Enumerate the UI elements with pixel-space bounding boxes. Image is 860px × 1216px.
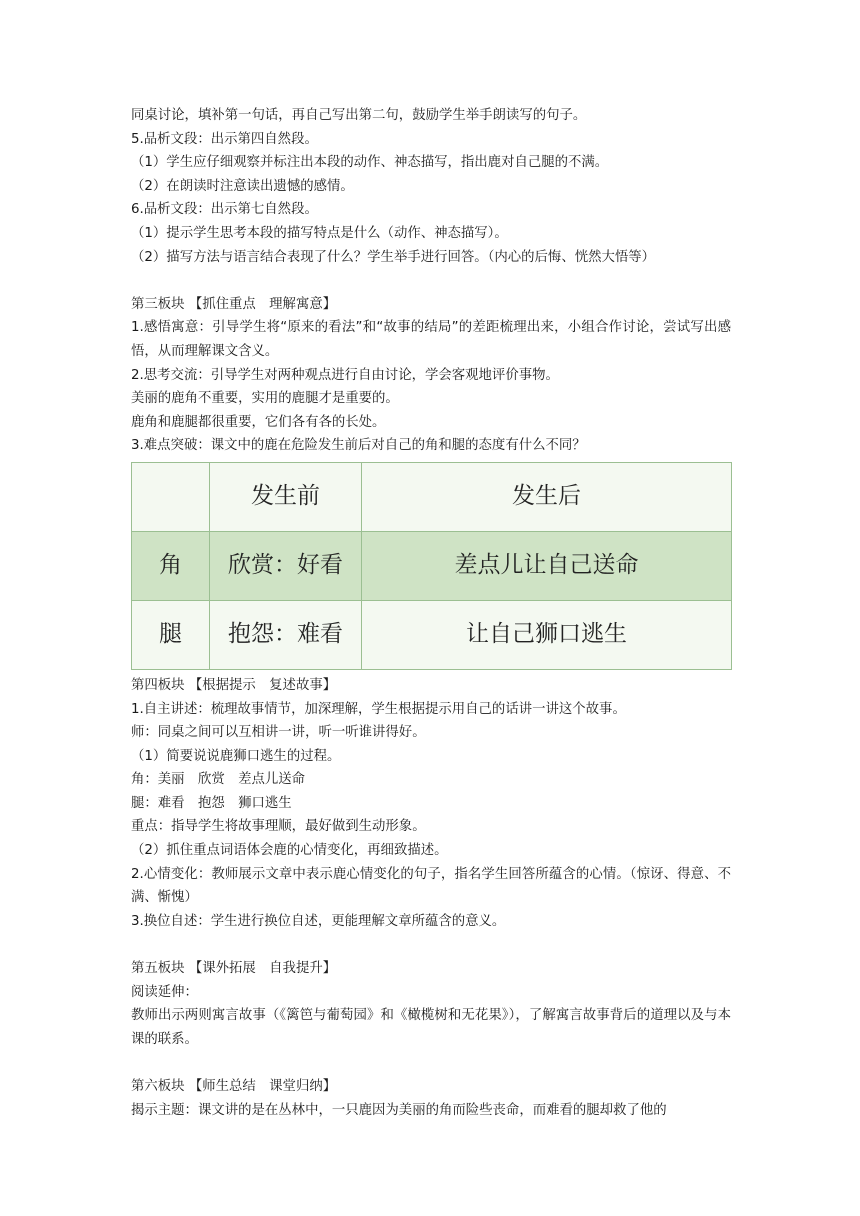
section-heading: 第四板块 【根据提示 复述故事】 — [131, 677, 337, 693]
text-line: （2）抓住重点词语体会鹿的心情变化，再细致描述。 — [131, 843, 448, 859]
table-row — [132, 531, 732, 600]
blank-line — [131, 269, 731, 293]
text-line: 3.难点突破：课文中的鹿在危险发生前后对自己的角和腿的态度有什么不同？ — [131, 438, 586, 454]
text-line: （2）描写方法与语言结合表现了什么？学生举手进行回答。（内心的后悔、恍然大悟等） — [131, 249, 656, 265]
text-line: 同桌讨论，填补第一句话，再自己写出第二句，鼓励学生举手朗读写的句子。 — [131, 108, 587, 123]
table-header-cell: 发生前 — [210, 462, 362, 531]
table-header-cell — [132, 462, 210, 531]
text-line: 美丽的鹿角不重要，实用的鹿腿才是重要的。 — [131, 391, 399, 407]
text-line: 3.换位自述：学生进行换位自述，更能理解文章所蕴含的意义。 — [131, 913, 506, 929]
text-line: 6.品析文段：出示第七自然段。 — [131, 202, 318, 218]
table-header-cell: 发生后 — [362, 462, 732, 531]
text-paragraph: 教师出示两则寓言故事（《篱笆与葡萄园》和《橄榄树和无花果》），了解寓言故事背后的道理以及与本课的联系。 — [131, 1008, 731, 1047]
text-paragraph: 2.心情变化：教师展示文章中表示鹿心情变化的句子，指名学生回答所蕴含的心情。（惊讶、得意、不满、惭愧） — [131, 866, 731, 906]
text-line: 师：同桌之间可以互相讲一讲，听一听谁讲得好。 — [131, 725, 426, 741]
table-cell: 欣赏：好看 — [210, 531, 362, 600]
table-cell: 角 — [132, 531, 210, 600]
text-line: （1）简要说说鹿狮口逃生的过程。 — [131, 748, 341, 764]
text-line: （1）提示学生思考本段的描写特点是什么（动作、神态描写）。 — [131, 225, 508, 241]
text-line: 腿：难看 抱怨 狮口逃生 — [131, 795, 292, 811]
table-cell: 抱怨：难看 — [210, 600, 362, 669]
text-line: 阅读延伸： — [131, 984, 198, 1000]
table-row — [132, 600, 732, 669]
blank-line — [131, 933, 731, 957]
section-heading: 第六板块 【师生总结 课堂归纳】 — [131, 1079, 337, 1094]
text-line: 揭示主题：课文讲的是在丛林中，一只鹿因为美丽的角而险些丧命，而难看的腿却救了他的 — [131, 1102, 667, 1118]
section-heading: 第三板块 【抓住重点 理解寓意】 — [131, 296, 337, 312]
table-cell: 差点儿让自己送命 — [362, 531, 732, 600]
table-cell: 腿 — [132, 600, 210, 669]
blank-line — [131, 1051, 731, 1075]
text-line: 角：美丽 欣赏 差点儿送命 — [131, 772, 306, 788]
text-line: 5.品析文段：出示第四自然段。 — [131, 131, 318, 147]
text-paragraph: 1.感悟寓意：引导学生将“原来的看法”和“故事的结局”的差距梳理出来，小组合作讨论，尝试写出感悟，从而理解课文含义。 — [131, 320, 731, 359]
text-line: 重点：指导学生将故事理顺，最好做到生动形象。 — [131, 819, 426, 835]
text-line: （1）学生应仔细观察并标注出本段的动作、神态描写，指出鹿对自己腿的不满。 — [131, 155, 609, 171]
text-line: 鹿角和鹿腿都很重要，它们各有各的长处。 — [131, 414, 386, 430]
document-page — [131, 104, 731, 1122]
text-line: （2）在朗读时注意读出遗憾的感情。 — [131, 178, 354, 194]
text-line: 1.自主讲述：梳理故事情节，加深理解，学生根据提示用自己的话讲一讲这个故事。 — [131, 701, 626, 717]
section-heading: 第五板块 【课外拓展 自我提升】 — [131, 961, 337, 977]
text-line: 2.思考交流：引导学生对两种观点进行自由讨论，学会客观地评价事物。 — [131, 367, 559, 383]
table-cell: 让自己狮口逃生 — [362, 600, 732, 669]
table-header-row — [132, 462, 732, 531]
comparison-table — [131, 462, 732, 670]
